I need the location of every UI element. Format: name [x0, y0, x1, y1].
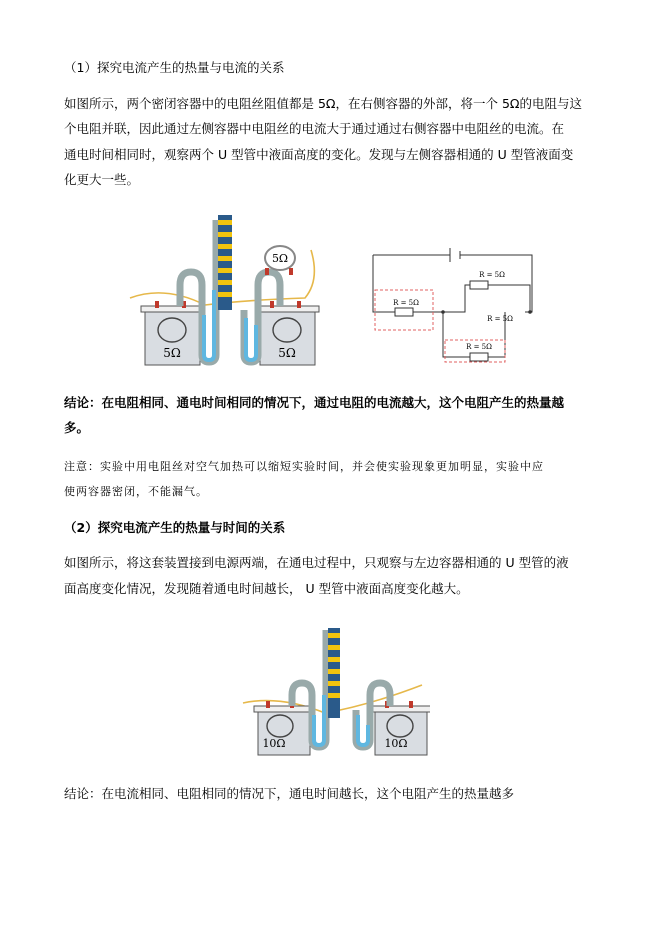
circuit-left-resistor-label: R = 5Ω	[393, 299, 419, 307]
section1-conclusion-line: 结论：在电阻相同、通电时间相同的情况下，通过电阻的电流越大，这个电阻产生的热量越	[64, 395, 565, 410]
section2-para-line: 面高度变化情况，发现随着通电时间越长， U 型管中液面高度变化越大。	[64, 581, 469, 596]
circuit-bottom-resistor-label: R = 5Ω	[466, 343, 492, 351]
section1-para-line: 通电时间相同时，观察两个 U 型管中液面高度的变化。发现与左侧容器相通的 U 型管液面变	[64, 147, 574, 162]
section2-para-line: 如图所示，将这套装置接到电源两端，在通电过程中，只观察与左边容器相通的 U 型管的液	[64, 555, 569, 570]
left-container-label: 5Ω	[163, 346, 181, 360]
apparatus-figure-2	[240, 625, 430, 760]
section2-conclusion: 结论：在电流相同、电阻相同的情况下，通电时间越长，这个电阻产生的热量越多	[64, 786, 515, 801]
external-resistor-label: 5Ω	[271, 252, 289, 265]
circuit-diagram	[370, 245, 535, 365]
section1-conclusion-line: 多。	[64, 420, 90, 435]
apparatus-figure-1	[125, 210, 325, 370]
section1-para-line: 个电阻并联，因此通过左侧容器中电阻丝的电流大于通过通过右侧容器中电阻丝的电流。在	[64, 121, 565, 136]
right-container-label: 5Ω	[278, 346, 296, 360]
circuit-top-resistor-label: R = 5Ω	[479, 271, 505, 279]
section1-note-line: 注意：实验中用电阻丝对空气加热可以缩短实验时间，并会使实验现象更加明显，实验中应	[64, 460, 544, 473]
circuit-inner-resistor-label: R = 5Ω	[487, 315, 513, 323]
section2-heading: （2）探究电流产生的热量与时间的关系	[64, 520, 286, 535]
section1-para-line: 化更大一些。	[64, 172, 140, 187]
right-container-label: 10Ω	[384, 737, 408, 750]
section1-para-line: 如图所示，两个密闭容器中的电阻丝阻值都是 5Ω，在右侧容器的外部，将一个 5Ω的电阻与这	[64, 96, 582, 111]
section1-heading: （1）探究电流产生的热量与电流的关系	[64, 60, 285, 75]
section1-note-line: 使两容器密闭，不能漏气。	[64, 485, 208, 498]
left-container-label: 10Ω	[262, 737, 286, 750]
